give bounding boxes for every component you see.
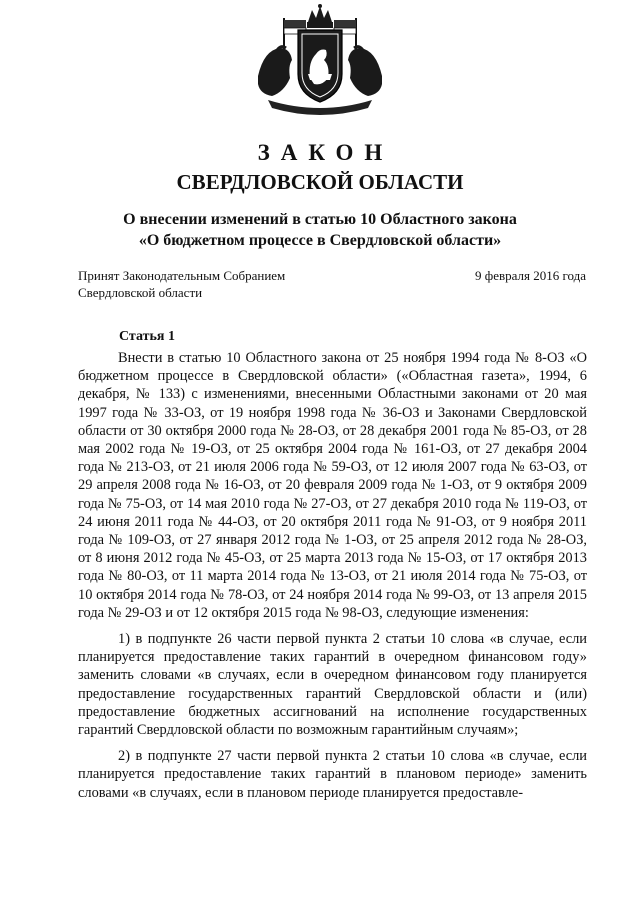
- article-intro-paragraph: Внести в статью 10 Областного закона от 25 ноября 1994 года № 8-ОЗ «О бюджетном процессе в Свердловской области» («Областная газета», 1994, 6 декабря, № 133) с изменениями, внесенными Областными законами от 20 мая 1997 года № 33-ОЗ, от 19 ноября 1998 года № 36-ОЗ и Законами Свердловской области от 30 октября 2000 года № 28-ОЗ, от 28 декабря 2001 года № 85-ОЗ, от 28 мая 2002 года № 19-ОЗ, от 25 октября 2004 года № 161-ОЗ, от 27 декабря 2004 года № 213-ОЗ, от 21 июля 2006 года № 59-ОЗ, от 12 июля 2007 года № 63-ОЗ, от 29 апреля 2008 года № 16-ОЗ, от 20 февраля 2009 года № 1-ОЗ, от 9 октября 2009 года № 75-ОЗ, от 14 мая 2010 года № 27-ОЗ, от 27 декабря 2010 года № 119-ОЗ, от 24 июня 2011 года № 44-ОЗ, от 20 октября 2011 года № 91-ОЗ, от 9 ноября 2011 года № 109-ОЗ, от 27 января 2012 года № 1-ОЗ, от 25 апреля 2012 года № 28-ОЗ, от 8 июня 2012 года № 45-ОЗ, от 25 марта 2013 года № 15-ОЗ, от 17 октября 2013 года № 80-ОЗ, от 11 марта 2014 года № 13-ОЗ, от 21 июля 2014 года № 75-ОЗ, от 10 октября 2014 года № 78-ОЗ, от 24 ноября 2014 года № 99-ОЗ, от 13 апреля 2015 года № 29-ОЗ и от 12 октября 2015 года № 98-ОЗ, следующие изменения:: [78, 350, 587, 621]
- adopted-line-2: Свердловской области: [78, 285, 203, 300]
- subject-line-1: О внесении изменений в статью 10 Областного закона: [123, 211, 517, 228]
- law-subject: [0, 209, 640, 251]
- article-item-1: 1) в подпункте 26 части первой пункта 2 статьи 10 слова «в случае, если планируется предоставление таких гарантий в очередном финансовом году» заменить словами «в случаях, если в очередном финансовом году планируется предоставление государственных гарантий Свердловской области и (или) предоставление бюджетных ассигнований на исполнение государственных гарантий Свердловской области по возможным гарантийным случаям»;: [78, 631, 587, 739]
- law-title: ЗАКОН: [257, 140, 394, 165]
- adopted-line-1: Принят Законодательным Собранием: [78, 268, 286, 283]
- subject-line-2: «О бюджетном процессе в Свердловской области»: [138, 232, 502, 249]
- article-heading: Статья 1: [119, 329, 175, 344]
- coat-of-arms-emblem: [250, 4, 390, 116]
- article-body: [78, 349, 587, 810]
- region-title: СВЕРДЛОВСКОЙ ОБЛАСТИ: [176, 170, 464, 194]
- article-item-2: 2) в подпункте 27 части первой пункта 2 статьи 10 слова «в случае, если планируется предоставление таких гарантий в плановом периоде» заменить словами «в случаях, если в плановом периоде планируется предоставле-: [78, 748, 587, 801]
- adoption-date: 9 февраля 2016 года: [475, 268, 586, 283]
- adopted-by: [78, 267, 378, 301]
